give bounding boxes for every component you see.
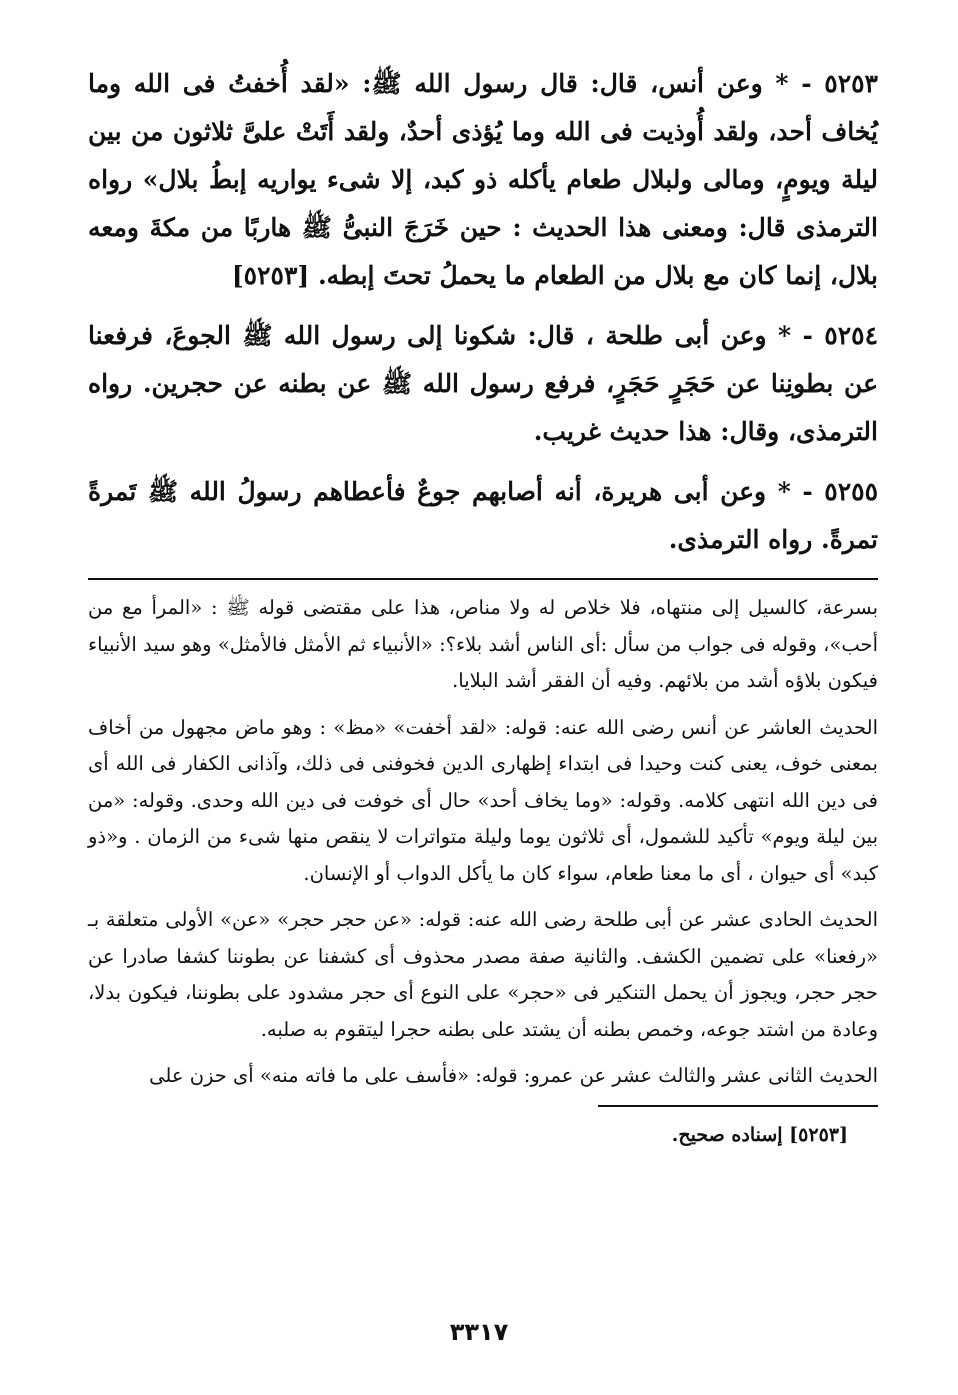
hadith-text: وعن أبى هريرة، أنه أصابهم جوعٌ فأعطاهم رسولُ الله ﷺ تَمرةً تمرةً. رواه الترمذى.	[88, 477, 878, 554]
footnote-divider	[598, 1105, 878, 1107]
hadith-5253	[88, 60, 878, 300]
page-number: ٣٣١٧	[449, 1318, 509, 1346]
hadith-number: ٥٢٥٤ - *	[778, 321, 878, 350]
commentary-paragraph: الحديث الحادى عشر عن أبى طلحة رضى الله عنه: قوله: «عن حجر حجر» «عن» الأولى متعلقة بـ «رفعنا» على تضمين الكشف. والثانية صفة مصدر محذوف أى كشفنا عن بطوننا كشفا صادرا عن حجر حجر، ويجوز أن يحمل التنكير فى «حجر» على النوع أى حجر مشدود على بطوننا، فيكون بدلا، وعادة من اشتد جوعه، وخمص بطنه أن يشتد على بطنه حجرا ليتقوم به صلبه.	[88, 908, 878, 1041]
hadith-5255	[88, 468, 878, 564]
footnote: [٥٢٥٣] إسناده صحيح.	[671, 1123, 848, 1146]
commentary-section	[88, 590, 878, 1095]
hadith-5254	[88, 312, 878, 456]
commentary-paragraph: الحديث العاشر عن أنس رضى الله عنه: قوله: «لقد أخفت» «مظ» : وهو ماض مجهول من أخاف بمعنى خوف، يعنى كنت وحيدا فى ابتداء إظهارى الدين فخوفنى فى ذلك، وآذانى الكفار فى الله أى فى دين الله انتهى كلامه. وقوله: «وما يخاف أحد» حال أى خوفت فى دين الله وحدى. وقوله: «من بين ليلة ويوم» تأكيد للشمول، أى ثلاثون يوما وليلة متواترات لا ينقص منها شىء من الزمان . و«ذو كبد» أى حيوان ، أى ما معنا طعام، سواء كان ما يأكل الدواب أو الإنسان.	[88, 715, 878, 885]
hadith-section	[88, 60, 878, 564]
hadith-number: ٥٢٥٣ - *	[775, 69, 878, 98]
hadith-number: ٥٢٥٥ - *	[777, 477, 878, 506]
hadith-text: وعن أنس، قال: قال رسول الله ﷺ: «لقد أُخفتُ فى الله وما يُخاف أحد، ولقد أُوذيت فى الله وما يُؤذى أحدٌ، ولقد أَتَتْ علىَّ ثلاثون من بين ليلة ويومٍ، ومالى ولبلال طعام يأكله ذو كبد، إلا شىء يواريه إبطُ بلال» رواه الترمذى قال: ومعنى هذا الحديث : حين خَرَجَ النبىُّ ﷺ هاربًا من مكةَ ومعه بلال، إنما كان مع بلال من الطعام ما يحملُ تحتَ إبطه.	[88, 69, 878, 290]
commentary-paragraph: الحديث الثانى عشر والثالث عشر عن عمرو: قوله: «فأسف على ما فاته منه» أى حزن على	[149, 1064, 878, 1087]
commentary-paragraph: بسرعة، كالسيل إلى منتهاه، فلا خلاص له ولا مناص، هذا على مقتضى قوله ﷺ : «المرأ مع من أحب»، وقوله فى جواب من سأل :أى الناس أشد بلاء؟: «الأنبياء ثم الأمثل فالأمثل» وهو سيد الأنبياء فيكون بلاؤه أشد من بلائهم. وفيه أن الفقر أشد البلايا.	[88, 596, 878, 692]
hadith-ref: [٥٢٥٣]	[231, 261, 310, 290]
hadith-text: وعن أبى طلحة ، قال: شكونا إلى رسول الله ﷺ الجوعَ، فرفعنا عن بطونِنا عن حَجَرٍ حَجَرٍ، فرفع رسول الله ﷺ عن بطنه عن حجرين. رواه الترمذى، وقال: هذا حديث غريب.	[88, 321, 878, 446]
page-body	[88, 60, 878, 1149]
section-divider	[88, 578, 878, 580]
